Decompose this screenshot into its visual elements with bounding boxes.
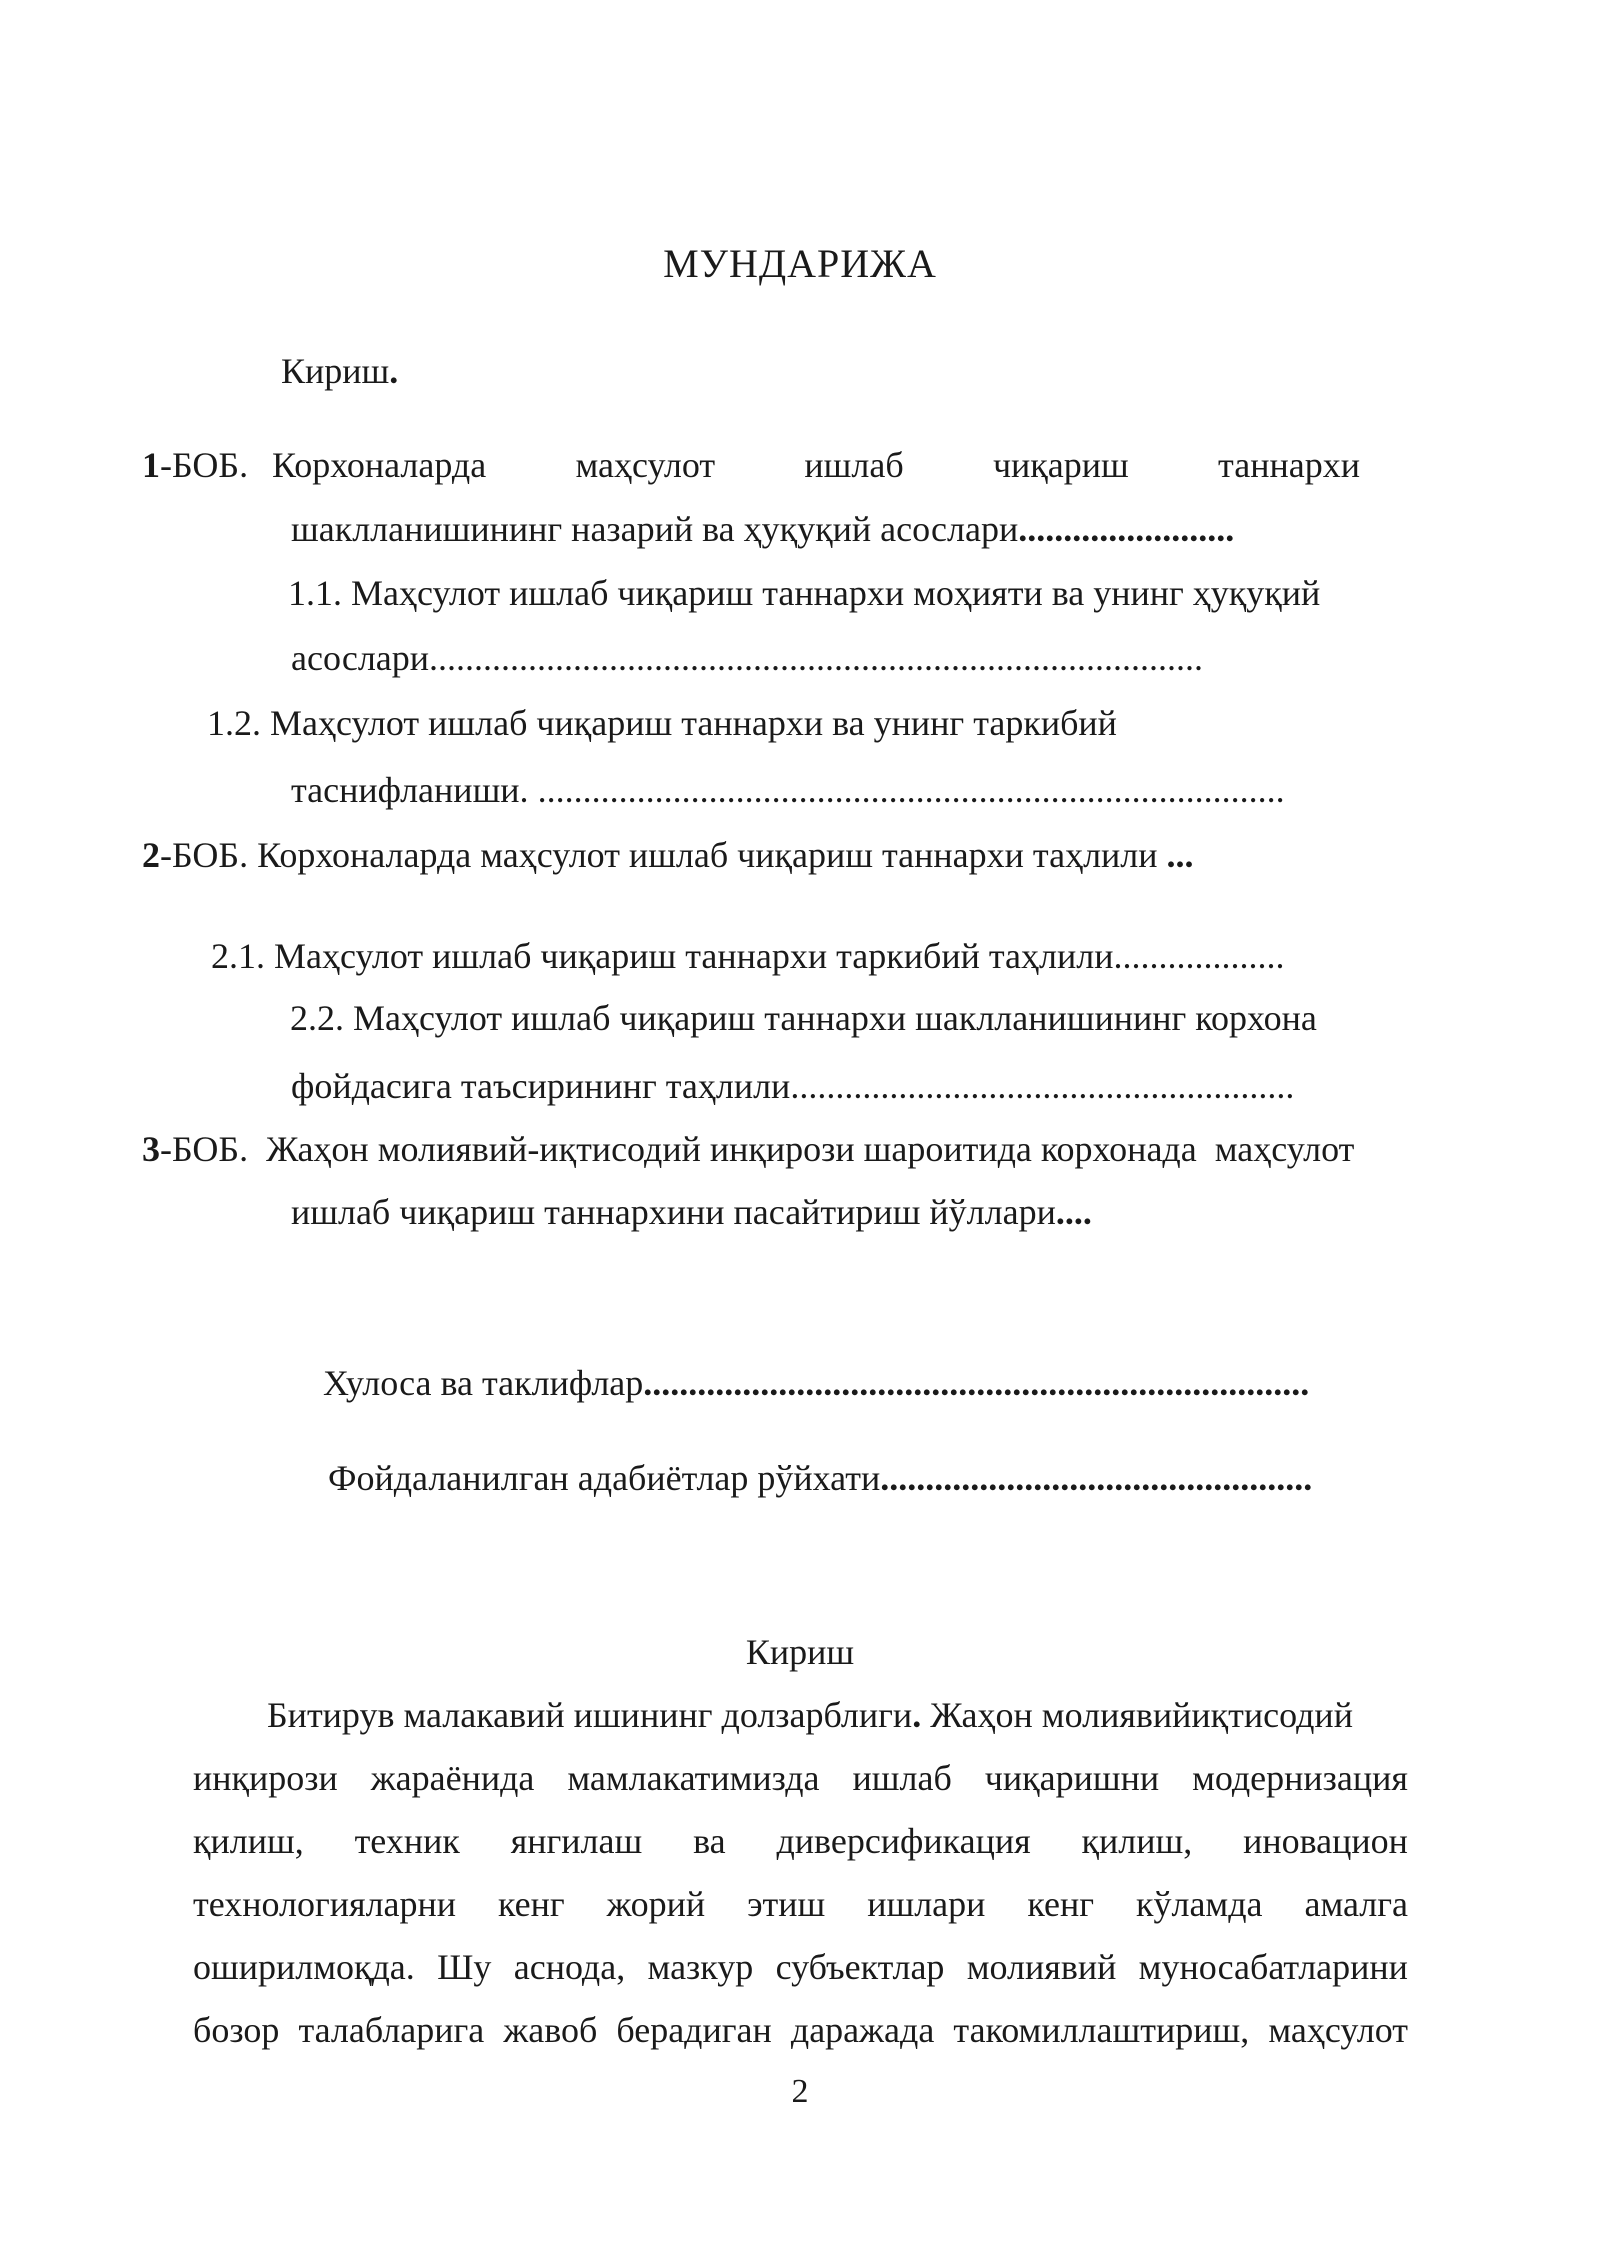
toc-chapter1-title-line1 [272,447,1360,483]
intro-word: жорий [606,1884,706,1924]
intro-paragraph-line4 [193,1886,1408,1922]
intro-word: чиқаришни [984,1758,1160,1798]
toc-section-2-2-line1: 2.2. Маҳсулот ишлаб чиқариш таннархи шаклланишининг корхона [290,998,1317,1038]
intro-word: ишлаб [852,1758,952,1798]
intro-text: Битирув малакавий ишининг долзарблиги [267,1695,913,1735]
section-2-2-text: фойдасига таъсирининг таҳлили [291,1066,791,1106]
leader-dots: ................... [1113,936,1285,976]
leader-dots: ................................................................................... [537,770,1285,810]
references-text: Фойдаланилган адабиётлар рўйхати [328,1458,881,1498]
chapter1-bob: -БОБ. [160,445,249,485]
intro-word: иновацион [1243,1821,1408,1861]
toc-section-2-2-line2 [291,1068,1294,1104]
intro-paragraph-line5 [193,1949,1408,1985]
intro-word: жавоб [503,2010,598,2050]
chapter2-number: 2 [142,835,160,875]
intro-word: этиш [747,1884,826,1924]
toc-section-1-2-line1: 1.2. Маҳсулот ишлаб чиқариш таннархи ва унинг таркибий [207,703,1117,743]
intro-word: мамлакатимизда [567,1758,820,1798]
intro-paragraph-line2 [193,1760,1408,1796]
intro-word: аснода, [513,1947,626,1987]
intro-word: технологияларни [193,1884,457,1924]
intro-word: талабларига [298,2010,485,2050]
intro-word: мазкур [647,1947,754,1987]
intro-word: кенг [498,1884,565,1924]
toc-title: МУНДАРИЖА [663,241,937,286]
toc-section-1-2-line2 [291,772,1285,808]
chapter3-title: Жаҳон молиявий-иқтисодий инқирози шароитида корхонада маҳсулот [248,1129,1355,1169]
toc-conclusion [323,1365,1309,1401]
leader-dots: ........................ [1018,509,1235,549]
intro-word: кенг [1027,1884,1095,1924]
chapter2-title: Корхоналарда маҳсулот ишлаб чиқариш таннархи таҳлили [248,835,1167,875]
toc-intro-label: Кириш [281,351,390,391]
conclusion-text: Хулоса ва таклифлар [323,1363,644,1403]
toc-intro-period: . [389,351,399,391]
intro-word: ва [693,1821,726,1861]
toc-section-2-1 [211,938,1285,974]
chapter1-number: 1 [142,445,160,485]
intro-word: молиявий [966,1947,1117,1987]
intro-word: кўламда [1135,1884,1263,1924]
intro-word: амалга [1304,1884,1408,1924]
intro-word: қилиш, [1081,1821,1193,1861]
chapter1-title-text: шаклланишининг назарий ва ҳуқуқий асослари [291,509,1019,549]
intro-paragraph-line6 [193,2012,1408,2048]
intro-word: инқирози [193,1758,338,1798]
intro-heading: Кириш [745,1632,855,1672]
section-1-2-text: таснифланиши. [291,770,538,810]
intro-paragraph-line1 [267,1697,1353,1733]
intro-word: техник [354,1821,460,1861]
intro-word: оширилмоқда. [193,1947,415,1987]
chapter3-title-text: ишлаб чиқариш таннархини пасайтириш йўллари [291,1192,1056,1232]
intro-word: жараёнида [370,1758,535,1798]
intro-word: субъектлар [775,1947,945,1987]
leader-dots: ...................................................................................... [429,638,1204,678]
toc-section-1-1-line2 [291,640,1203,676]
intro-word: Шу [437,1947,492,1987]
chapter3-number: 3 [142,1129,160,1169]
section-2-1-text: 2.1. Маҳсулот ишлаб чиқариш таннархи таркибий таҳлили [211,936,1114,976]
intro-word: янгилаш [510,1821,643,1861]
chapter1-word: маҳсулот [575,445,716,485]
toc-section-1-1-line1: 1.1. Маҳсулот ишлаб чиқариш таннархи моҳияти ва унинг ҳуқуқий [288,573,1321,613]
toc-chapter3-line1 [142,1131,1354,1167]
intro-paragraph-line3 [193,1823,1408,1859]
toc-references [328,1460,1312,1496]
page-number: 2 [791,2073,809,2110]
chapter1-word: таннархи [1218,445,1360,485]
leader-dots: ................................................ [880,1458,1313,1498]
section-1-1-text: асослари [291,638,430,678]
chapter1-word: чиқариш [992,445,1129,485]
chapter3-bob: -БОБ. [160,1129,249,1169]
intro-word: диверсификация [776,1821,1031,1861]
intro-word: модернизация [1192,1758,1408,1798]
toc-intro-entry [281,353,398,389]
intro-word: қилиш, [193,1821,304,1861]
intro-word: маҳсулот [1268,2010,1408,2050]
chapter1-word: ишлаб [804,445,904,485]
toc-chapter3-line2 [291,1194,1092,1230]
chapter2-bob: -БОБ. [160,835,249,875]
intro-word: муносабатларини [1138,1947,1408,1987]
leader-dots: ... [1166,835,1194,875]
toc-chapter2-entry [142,837,1194,873]
chapter1-word: Корхоналарда [272,445,487,485]
toc-chapter1-title-line2 [291,511,1234,547]
intro-period: . [912,1695,922,1735]
leader-dots: ........................................................ [790,1066,1295,1106]
intro-word: ишлари [867,1884,986,1924]
intro-word: бозор [193,2010,280,2050]
leader-dots: .......................................................................... [643,1363,1310,1403]
toc-chapter1-label [142,447,248,483]
intro-word: такомиллаштириш, [953,2010,1250,2050]
intro-text: Жаҳон молиявийиқтисодий [921,1695,1353,1735]
intro-word: даражада [790,2010,935,2050]
intro-word: берадиган [616,2010,772,2050]
leader-dots: .... [1055,1192,1092,1232]
